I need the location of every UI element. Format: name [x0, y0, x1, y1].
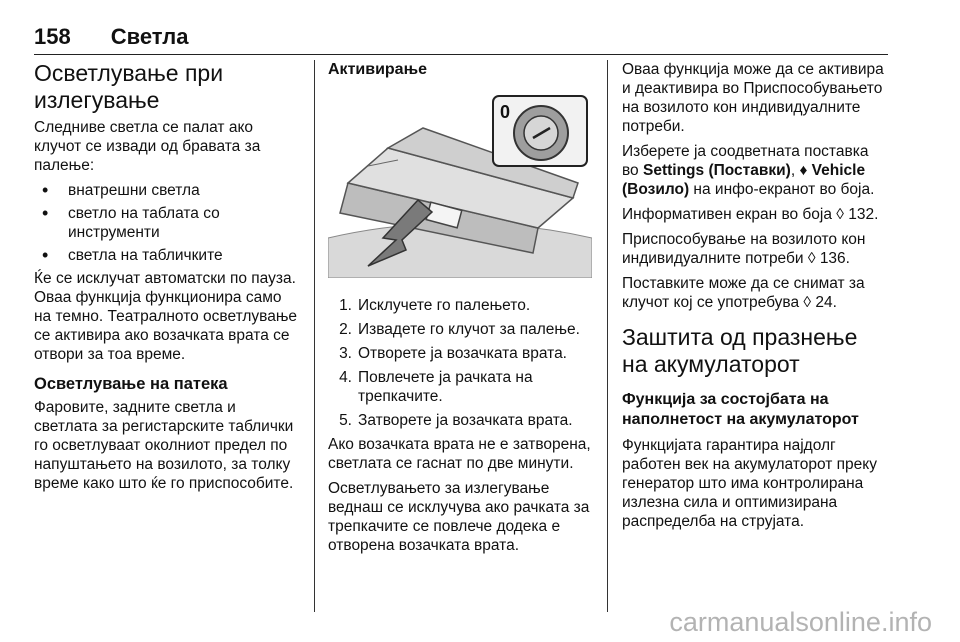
column-2 [328, 60, 596, 561]
battery-protection-title: Заштита од празнење на акумулаторот [622, 324, 858, 377]
battery-charge-subtitle: Функција за состојбата на наполнетост на акумулаторот [622, 391, 859, 428]
settings-instruction [622, 142, 888, 199]
step-text: Извадете го клучот за палење. [358, 321, 580, 338]
activation-heading: Активирање [328, 61, 427, 78]
exit-lighting-intro: Следниве светла се палат ако клучот се извади од бравата за палење: [34, 119, 261, 174]
step-number: 1. [339, 297, 352, 314]
exit-lighting-note: Ќе се исклучат автоматски по пауза. Оваа функција функционира само на темно. Театралното осветлување се активира ако возачката врата се отвори за тоа време. [34, 270, 298, 363]
settings-text-post: на инфо-екранот во боја. [689, 181, 875, 198]
turn-signal-stalk-image [328, 88, 592, 278]
steps-list [328, 296, 596, 430]
door-open-note: Ако возачката врата не е затворена, светлата се гаснат по две минути. [328, 436, 591, 472]
personalization-reference: Приспособување на возилото кон индивидуалните потреби ◊ 136. [622, 231, 866, 267]
column-3 [622, 60, 888, 537]
battery-charge-text: Функцијата гарантира најдолг работен век на акумулаторот преку генератор што има контролирана излезна сила и оптимизирана распределба на струјата. [622, 437, 877, 530]
step-text: Отворете ја возачката врата. [358, 345, 567, 362]
list-item: • светло на таблата со инструменти [34, 204, 302, 242]
list-item: • светла на табличките [34, 246, 302, 265]
settings-text-sep: , [790, 162, 800, 179]
vehicle-menu-label: ♦ Vehicle (Возило) [622, 162, 866, 198]
settings-text-pre: Изберете ја соодветната поставка во [622, 143, 869, 179]
step-text: Повлечете ја рачката на трепкачите. [358, 369, 533, 405]
path-lighting-title: Осветлување на патека [34, 375, 228, 393]
exit-lighting-title: Осветлување при излегување [34, 60, 224, 113]
page-number: 158 [34, 24, 71, 49]
list-item [328, 296, 596, 315]
column-divider [314, 60, 315, 612]
step-text: Исклучете го палењето. [358, 297, 531, 314]
step-number: 3. [339, 345, 352, 362]
step-text: Затворете ја возачката врата. [358, 412, 573, 429]
list-item: • внатрешни светла [34, 181, 302, 200]
list-item [328, 320, 596, 339]
step-number: 5. [339, 412, 352, 429]
stalk-illustration [328, 88, 592, 278]
key-memory-reference: Поставките може да се снимат за клучот кој се употребува ◊ 24. [622, 275, 865, 311]
column-divider [607, 60, 608, 612]
zero-position-label: 0 [500, 102, 511, 122]
column-1 [34, 60, 302, 499]
list-item [328, 411, 596, 430]
info-display-reference: Информативен екран во боја ◊ 132. [622, 206, 879, 223]
step-number: 4. [339, 369, 352, 386]
list-item [328, 368, 596, 406]
stalk-cancel-note: Осветлувањето за излегување веднаш се исклучува ако рачката за трепкачите се повлече додека е отворена возачката врата. [328, 480, 590, 554]
watermark: carmanualsonline.info [669, 607, 932, 637]
section-title: Светла [110, 24, 189, 49]
page-header [34, 24, 888, 55]
bullet-list [34, 181, 302, 265]
step-number: 2. [339, 321, 352, 338]
personalization-note: Оваа функција може да се активира и деактивира во Приспособувањето на возилото кон индивидуалните потреби. [622, 61, 884, 135]
path-lighting-text: Фаровите, задните светла и светлата за регистарските таблички го осветлуваат околниот предел по напуштањето на возилото, за толку време како што ќе го приспособите. [34, 399, 294, 492]
settings-menu-label: Settings (Поставки) [643, 162, 791, 179]
list-item [328, 344, 596, 363]
